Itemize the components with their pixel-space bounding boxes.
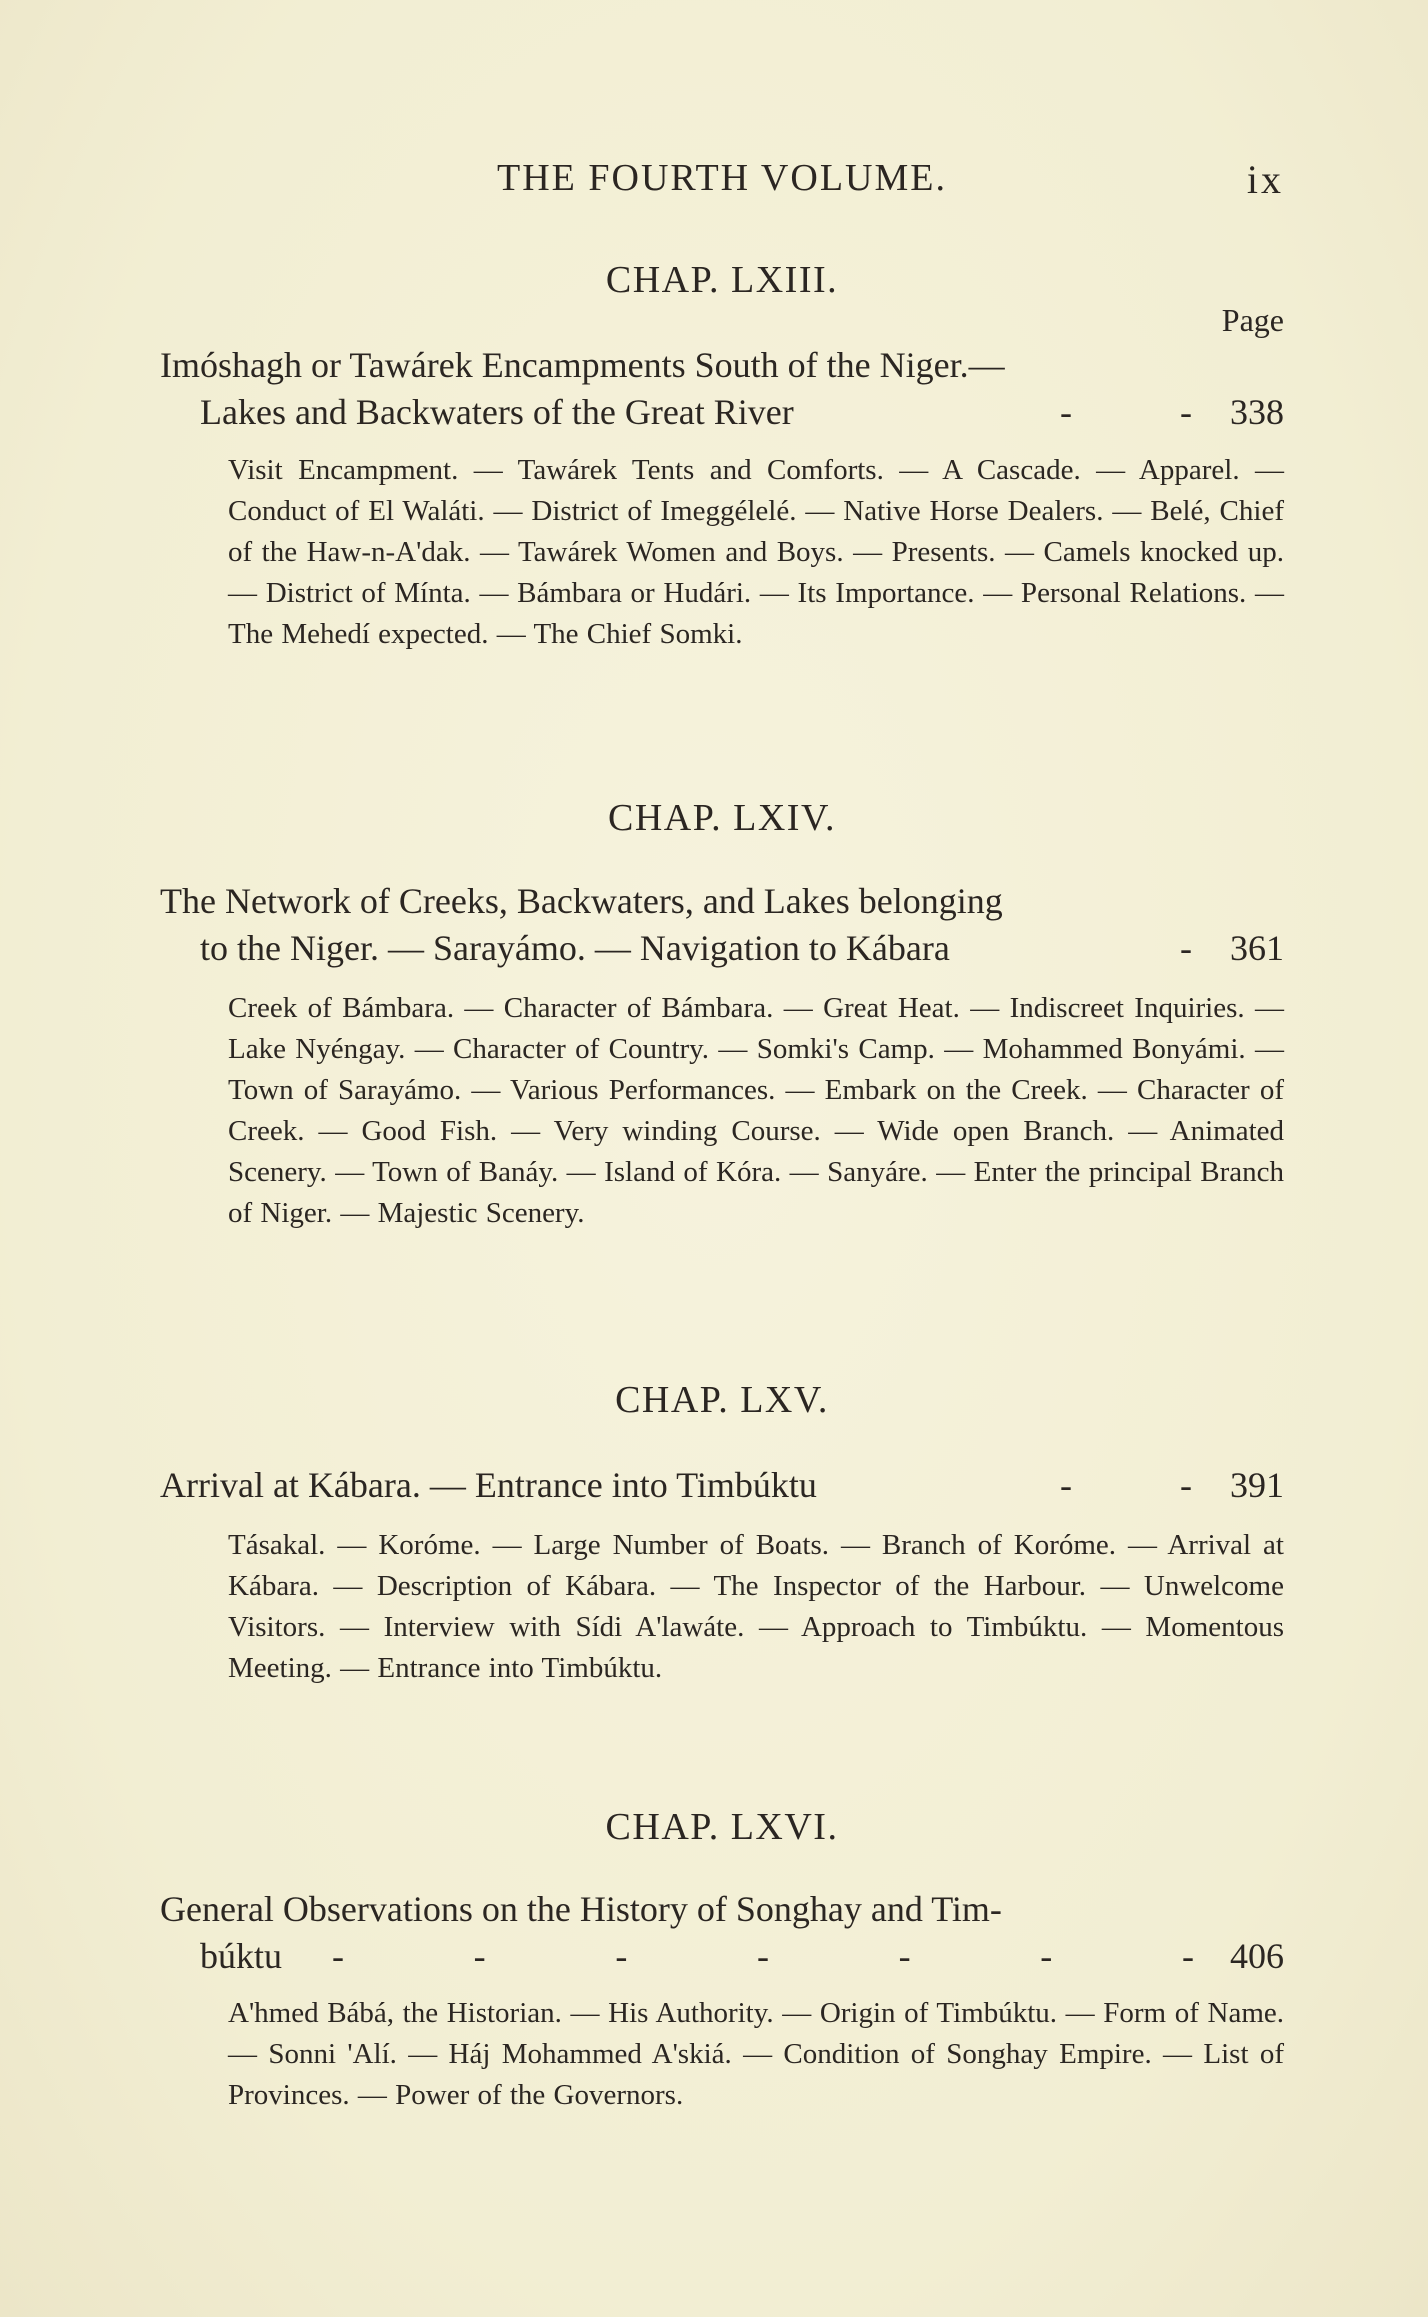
chapter-title-entry bbox=[160, 925, 1284, 972]
dot-leader: - bbox=[1180, 928, 1196, 968]
chapter-title-line: búktu bbox=[200, 1936, 283, 1976]
chapter-heading-lxvi: CHAP. LXVI. bbox=[605, 1806, 839, 1848]
chapter-heading-lxiii: CHAP. LXIII. bbox=[605, 259, 839, 301]
chapter-title-lxvi bbox=[160, 1886, 1284, 1980]
chapter-page-number: 338 bbox=[1230, 392, 1284, 432]
chapter-page-number: 391 bbox=[1230, 1465, 1284, 1505]
chapter-heading-lxv: CHAP. LXV. bbox=[615, 1379, 829, 1421]
leader-dash: - bbox=[1181, 1936, 1194, 1976]
dot-leader bbox=[282, 1933, 1230, 1980]
dot-leader: - - bbox=[1060, 392, 1196, 432]
chapter-title-line: The Network of Creeks, Backwaters, and Lakes belonging bbox=[160, 881, 1003, 921]
chapter-summary-lxiv: Creek of Bámbara. — Character of Bámbara. — Great Heat. — Indiscreet Inquiries. — Lake Nyéngay. — Character of Country. — Somki's Camp. — Mohammed Bonyámi. — Town of Sarayámo. — Various Performances. — Embark on the Creek. — Character of Creek. — Good Fish. — Very winding Course. — Wide open Branch. — Animated Scenery. — Town of Banáy. — Island of Kóra. — Sanyáre. — Enter the principal Branch of Niger. — Majestic Scenery. bbox=[228, 992, 1284, 1229]
running-title: THE FOURTH VOLUME. bbox=[497, 157, 947, 199]
page-number: ix bbox=[1246, 157, 1284, 202]
chapter-page-number: 406 bbox=[1230, 1936, 1284, 1976]
chapter-title-entry bbox=[160, 1462, 1284, 1509]
chapter-title-line: General Observations on the History of Songhay and Tim- bbox=[160, 1889, 1002, 1929]
chapter-heading-lxiv: CHAP. LXIV. bbox=[607, 797, 836, 839]
chapter-title-line: to the Niger. — Sarayámo. — Navigation to Kábara bbox=[200, 928, 950, 968]
leader-dash: - bbox=[1040, 1936, 1053, 1976]
chapter-title-line: Imóshagh or Tawárek Encampments South of the Niger.— bbox=[160, 345, 1005, 385]
leader-dash: - bbox=[756, 1936, 769, 1976]
leader-dash: - bbox=[473, 1936, 486, 1976]
chapter-title-entry bbox=[160, 1933, 1284, 1980]
leader-dash: - bbox=[898, 1936, 911, 1976]
chapter-page-number: 361 bbox=[1230, 928, 1284, 968]
chapter-title-lxv bbox=[160, 1462, 1284, 1509]
chapter-title-line: Arrival at Kábara. — Entrance into Timbúktu bbox=[160, 1465, 817, 1505]
chapter-title-lxiii bbox=[160, 342, 1284, 436]
chapter-summary-lxv: Tásakal. — Koróme. — Large Number of Boats. — Branch of Koróme. — Arrival at Kábara. — Description of Kábara. — The Inspector of the Harbour. — Unwelcome Visitors. — Interview with Sídi A'lawáte. — Approach to Timbúktu. — Momentous Meeting. — Entrance into Timbúktu. bbox=[228, 1529, 1284, 1684]
chapter-title-lxiv bbox=[160, 878, 1284, 972]
leader-dash: - bbox=[615, 1936, 628, 1976]
chapter-title-entry bbox=[160, 389, 1284, 436]
chapter-summary-lxiii: Visit Encampment. — Tawárek Tents and Comforts. — A Cascade. — Apparel. — Conduct of El Waláti. — District of Imeggélelé. — Native Horse Dealers. — Belé, Chief of the Haw-n-A'dak. — Tawárek Women and Boys. — Presents. — Camels knocked up. — District of Mínta. — Bámbara or Hudári. — Its Importance. — Personal Relations. — The Mehedí expected. — The Chief Somki. bbox=[228, 454, 1284, 650]
page-column-label: Page bbox=[1221, 302, 1284, 338]
chapter-title-line: Lakes and Backwaters of the Great River bbox=[200, 392, 794, 432]
dot-leader: - - bbox=[1060, 1465, 1196, 1505]
leader-dash: - bbox=[332, 1936, 345, 1976]
running-head bbox=[160, 152, 1284, 212]
chapter-summary-lxvi: A'hmed Bábá, the Historian. — His Authority. — Origin of Timbúktu. — Form of Name. — Sonni 'Alí. — Háj Mohammed A'skiá. — Condition of Songhay Empire. — List of Provinces. — Power of the Governors. bbox=[228, 1997, 1284, 2111]
